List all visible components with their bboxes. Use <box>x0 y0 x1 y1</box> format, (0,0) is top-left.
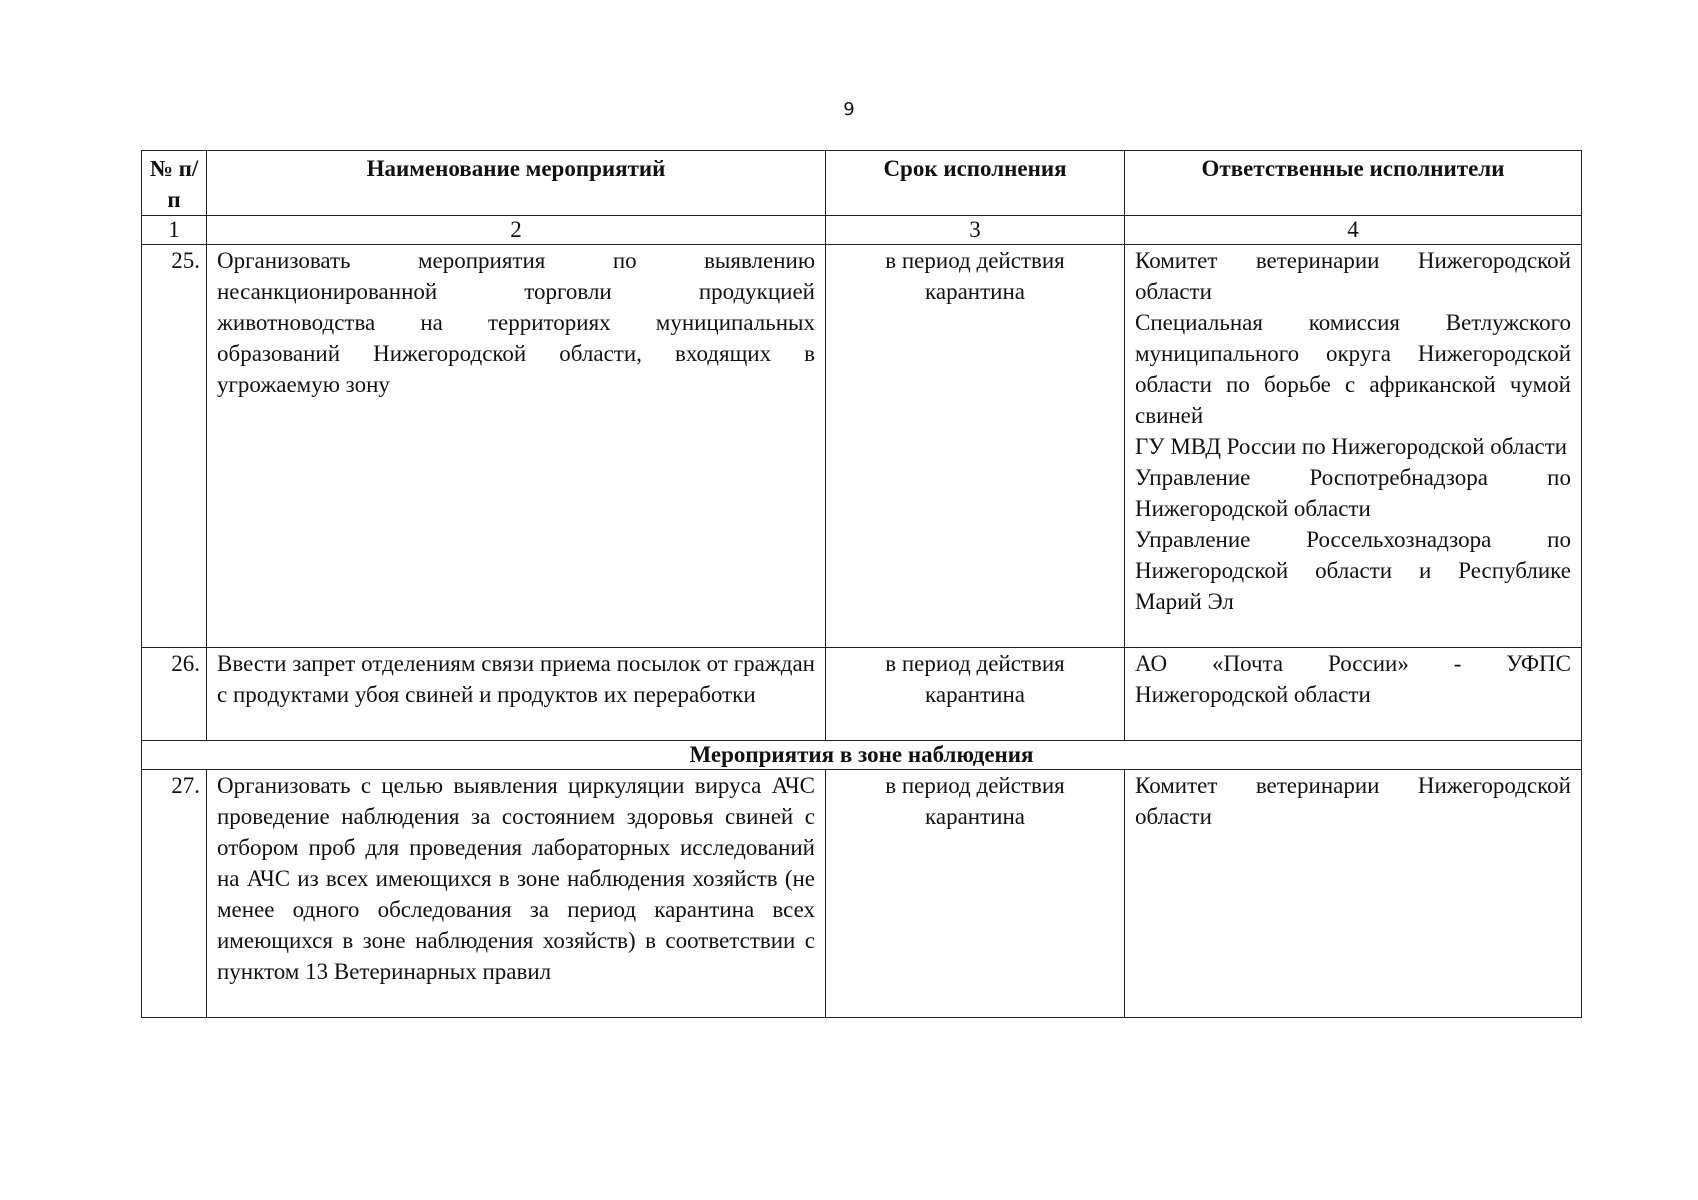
table-row <box>142 245 1582 648</box>
row-number: 27. <box>142 770 207 1018</box>
header-num: № п/п <box>142 151 207 216</box>
table-row <box>142 770 1582 1018</box>
page-number: 9 <box>843 99 855 120</box>
section-row <box>142 741 1582 770</box>
column-index-3: 3 <box>826 216 1125 245</box>
column-index-1: 1 <box>142 216 207 245</box>
measures-table <box>141 150 1582 1018</box>
row-responsible <box>1125 648 1582 741</box>
column-index-2: 2 <box>207 216 826 245</box>
row-term: в период действия карантина <box>826 648 1125 741</box>
responsible-item: АО «Почта России» - УФПС Нижегородской области <box>1135 651 1571 707</box>
row-number: 26. <box>142 648 207 741</box>
table-header-row <box>142 151 1582 216</box>
responsible-item: Управление Россельхознадзора по Нижегородской области и Республике Марий Эл <box>1135 527 1571 614</box>
table-row <box>142 648 1582 741</box>
row-measure-name: Организовать мероприятия по выявлению несанкционированной торговли продукцией животноводства на территориях муниципальных образований Нижегородской области, входящих в угрожаемую зону <box>207 245 826 648</box>
column-index-4: 4 <box>1125 216 1582 245</box>
row-term: в период действия карантина <box>826 770 1125 1018</box>
section-title: Мероприятия в зоне наблюдения <box>142 741 1582 770</box>
row-term: в период действия карантина <box>826 245 1125 648</box>
responsible-item: Комитет ветеринарии Нижегородской области <box>1135 248 1571 304</box>
header-responsible: Ответственные исполнители <box>1125 151 1582 216</box>
responsible-item: ГУ МВД России по Нижегородской области <box>1135 434 1568 459</box>
responsible-item: Управление Роспотребнадзора по Нижегородской области <box>1135 465 1571 521</box>
header-term: Срок исполнения <box>826 151 1125 216</box>
row-measure-name: Ввести запрет отделениям связи приема посылок от граждан с продуктами убоя свиней и продуктов их переработки <box>207 648 826 741</box>
row-responsible <box>1125 245 1582 648</box>
header-name: Наименование мероприятий <box>207 151 826 216</box>
responsible-item: Комитет ветеринарии Нижегородской области <box>1135 773 1571 829</box>
row-measure-name: Организовать с целью выявления циркуляции вируса АЧС проведение наблюдения за состоянием здоровья свиней с отбором проб для проведения лабораторных исследований на АЧС из всех имеющихся в зоне наблюдения хозяйств (не менее одного обследования за период карантина всех имеющихся в зоне наблюдения хозяйств) в соответствии с пунктом 13 Ветеринарных правил <box>207 770 826 1018</box>
row-responsible <box>1125 770 1582 1018</box>
row-number: 25. <box>142 245 207 648</box>
column-index-row <box>142 216 1582 245</box>
responsible-item: Специальная комиссия Ветлужского муниципального округа Нижегородской области по борьбе с африканской чумой свиней <box>1135 310 1571 428</box>
